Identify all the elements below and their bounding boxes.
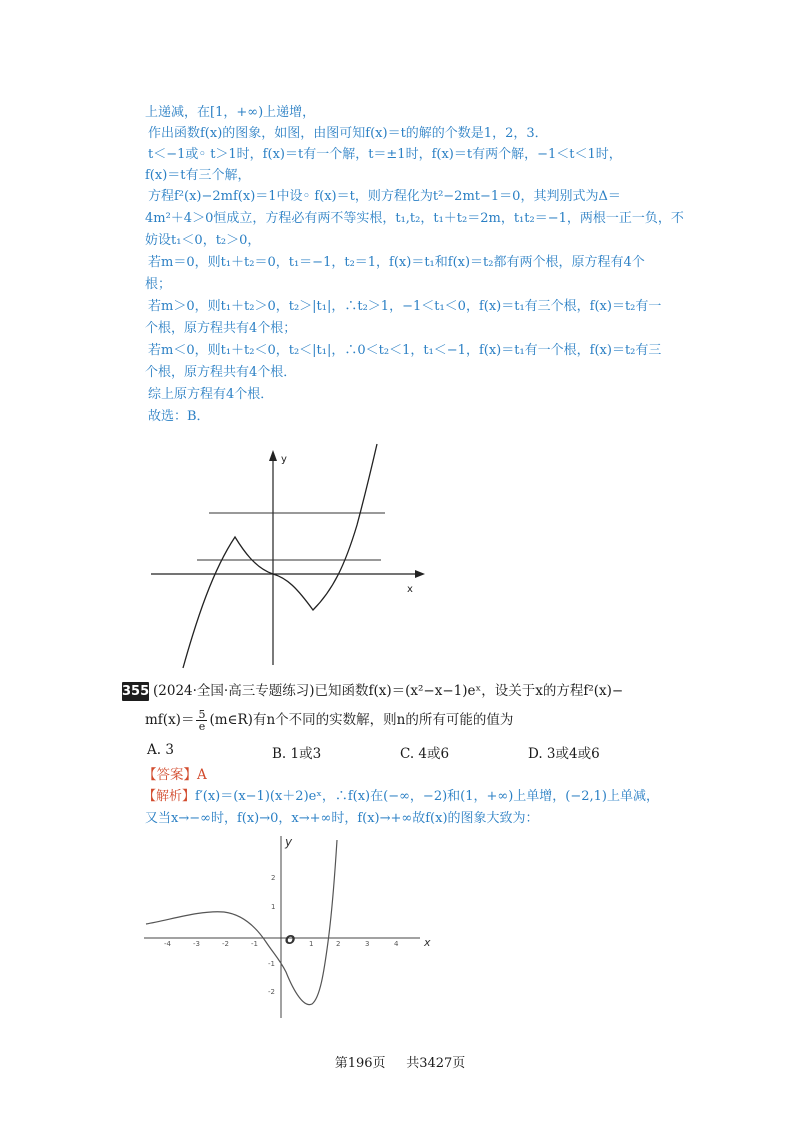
- question-text-line-2: [145, 708, 513, 732]
- solution-line: 若m＞0，则t₁＋t₂＞0，t₂＞|t₁|，∴t₂＞1，−1＜t₁＜0，f(x)＝t₁有三个根，f(x)＝t₂有一: [148, 299, 662, 314]
- x-tick-label: -2: [222, 940, 229, 948]
- solution-line: 妨设t₁＜0，t₂＞0，: [145, 233, 261, 248]
- page-number: 第196页: [334, 1056, 386, 1071]
- x-axis-arrow: [415, 570, 425, 578]
- analysis-line-1: [143, 788, 659, 806]
- analysis-tag: 【解析】: [143, 789, 196, 804]
- y-tick-label: -2: [268, 988, 275, 996]
- solution-line: t＜−1或◦ t＞1时，f(x)＝t有一个解，t＝±1时，f(x)＝t有两个解，−1＜t＜1时，: [148, 147, 622, 162]
- solution-line: 方程f²(x)−2mf(x)＝1中设◦ f(x)＝t，则方程化为t²−2mt−1＝0，其判别式为Δ＝: [148, 189, 621, 204]
- y-axis-arrow: [269, 450, 277, 461]
- option-a: A. 3: [147, 742, 174, 758]
- solution-line: 作出函数f(x)的图象，如图，由图可知f(x)＝t的解的个数是1，2，3．: [148, 126, 548, 141]
- function-graph-figure-1: [145, 440, 445, 675]
- y-tick-label: 2: [271, 874, 276, 882]
- option-b: B. 1或3: [272, 746, 322, 762]
- answer-tag: 【答案】: [143, 767, 197, 783]
- solution-line: 4m²＋4＞0恒成立，方程必有两不等实根，t₁,t₂，t₁＋t₂＝2m，t₁t₂＝−1，两根一正一负，不: [145, 211, 684, 226]
- y-axis-label: y: [281, 454, 287, 465]
- function-graph-figure-2: [140, 832, 440, 1022]
- y-axis-label: y: [285, 835, 293, 849]
- solution-line: 上递减，在[1，+∞)上递增，: [145, 105, 316, 120]
- answer-value: A: [197, 767, 207, 783]
- x-tick-label: 3: [365, 940, 370, 948]
- option-c: C. 4或6: [400, 746, 450, 762]
- x-tick-label: 4: [394, 940, 399, 948]
- total-pages: 共3427页: [406, 1056, 466, 1071]
- question-number-badge: 355: [122, 684, 150, 699]
- fraction-numerator: 5: [198, 708, 206, 721]
- question-text-line-1: (2024·全国·高三专题练习)已知函数f(x)＝(x²−x−1)eˣ，设关于x的方程f²(x)−: [153, 683, 624, 699]
- solution-line: 个根，原方程共有4个根；: [145, 321, 297, 336]
- solution-line: 综上原方程有4个根．: [148, 387, 274, 402]
- fraction-5-over-e: [196, 709, 207, 732]
- y-tick-label: 1: [271, 903, 276, 911]
- page-footer: [0, 1052, 800, 1071]
- y-tick-labels: [268, 874, 275, 996]
- solution-line: 若m＜0，则t₁＋t₂＜0，t₂＜|t₁|，∴0＜t₂＜1，t₁＜−1，f(x)＝t₁有一个根，f(x)＝t₂有三: [148, 343, 662, 358]
- origin-label: O: [285, 933, 296, 947]
- question-text-pre: mf(x)＝: [145, 712, 195, 728]
- x-axis-label: x: [407, 584, 413, 595]
- option-d: D. 3或4或6: [528, 746, 600, 762]
- question-text-post: (m∈R)有n个不同的实数解，则n的所有可能的值为: [209, 712, 514, 728]
- function-curve: [146, 840, 337, 1005]
- analysis-text-1: f′(x)＝(x−1)(x＋2)eˣ，∴f(x)在(−∞，−2)和(1，+∞)上单增，(−2,1)上单减，: [195, 789, 660, 804]
- x-tick-label: 2: [336, 940, 341, 948]
- solution-line: f(x)＝t有三个解，: [145, 168, 251, 183]
- solution-line: 故选：B．: [148, 409, 210, 424]
- x-tick-label: 1: [309, 940, 314, 948]
- y-tick-label: -1: [268, 960, 275, 968]
- fraction-denominator: e: [198, 720, 206, 733]
- x-tick-label: -3: [193, 940, 200, 948]
- x-tick-label: -4: [164, 940, 171, 948]
- solution-line: 若m＝0，则t₁＋t₂＝0，t₁＝−1，t₂＝1，f(x)＝t₁和f(x)＝t₂都有两个根，原方程有4个: [148, 255, 645, 270]
- analysis-line-2: 又当x→−∞时，f(x)→0，x→+∞时，f(x)→+∞故f(x)的图象大致为：: [145, 811, 539, 826]
- function-curve: [183, 444, 377, 668]
- solution-line: 个根，原方程共有4个根．: [145, 365, 297, 380]
- solution-line: 根；: [145, 277, 172, 292]
- x-axis-label: x: [424, 936, 431, 949]
- answer-line: [143, 766, 207, 784]
- x-tick-label: -1: [251, 940, 258, 948]
